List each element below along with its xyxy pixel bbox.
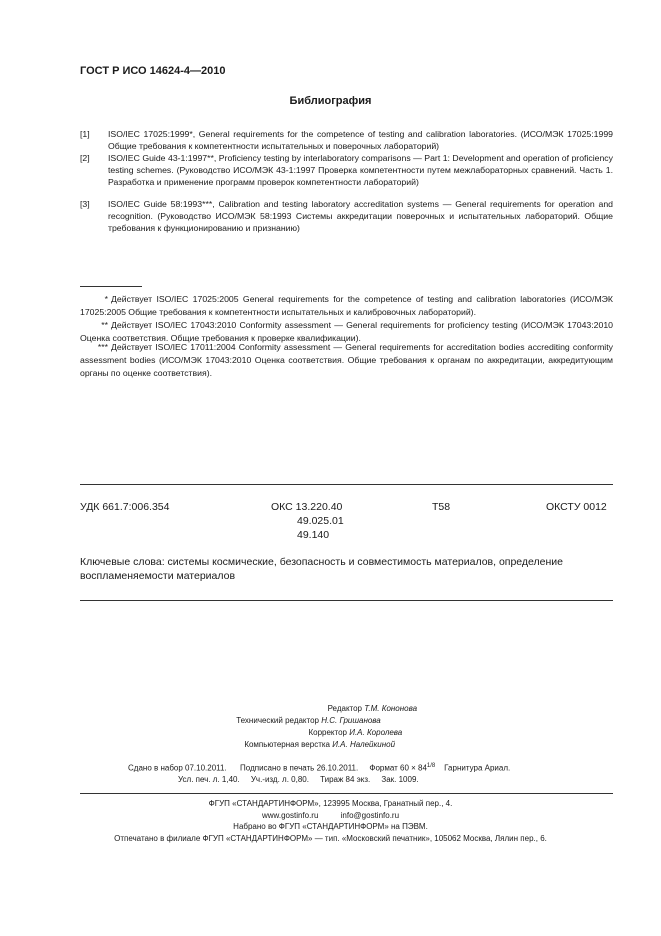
print-info-row-1 [128,760,510,775]
signed-date: Подписано в печать 26.10.2011. [240,763,359,773]
print-info-row-2 [178,774,419,786]
footnote-text: Действует ISO/IEC 17011:2004 Conformity assessment — General requirements for accreditation bodies accrediting conformity assessment bodies (ИСО/МЭК 17043:2010 Оценка соответствия. Общие требования к органам по аккредитации, аккредитующим органы по оценке соответствия). [80,342,613,378]
publisher-line: Набрано во ФГУП «СТАНДАРТИНФОРМ» на ПЭВМ. [233,822,428,831]
entry-number: [1] [80,129,90,139]
order-number: Зак. 1009. [381,775,419,784]
bibliography-entry [80,153,613,188]
t-code: Т58 [432,501,451,513]
print-run: Тираж 84 экз. [320,775,371,784]
document-code: ГОСТ Р ИСО 14624-4—2010 [80,65,226,77]
divider-publisher [80,793,613,794]
format-fraction: 1/8 [426,763,436,769]
entry-number: [2] [80,153,90,163]
publisher-line: Отпечатано в филиале ФГУП «СТАНДАРТИНФОРМ» — тип. «Московский печатник», 105062 Москва, Лялин пер., 6. [114,833,547,843]
usl-sheets: Усл. печ. л. 1,40. [178,775,240,784]
footnote-text: Действует ISO/IEC 17043:2010 Conformity assessment — General requirements for proficiency testing (ИСО/МЭК 17043:2010 Оценка соответствия. Общие требования к проверке квалификации). [80,320,613,343]
oks-code: ОКС 13.220.40 [271,501,343,513]
oks-code: 49.025.01 [297,515,344,527]
publisher-line: ФГУП «СТАНДАРТИНФОРМ», 123995 Москва, Гранатный пер., 4. [208,799,453,808]
credit-label: Редактор [327,704,362,713]
credit-value: И.А. Налейкиной [332,740,396,749]
credit-value: Н.С. Гришанова [321,716,381,725]
entry-text: ISO/IEC Guide 43-1:1997**, Proficiency testing by interlaboratory comparisons — Part 1: Development and operation of proficiency testing schemes. (Руководство ИСО/МЭК 43-1:1997 Проверка компетентности путем межлабораторных сравнений. Часть 1. Разработка и применение программ проверок компетентности лабораторий) [108,153,613,187]
credit-value: И.А. Королева [349,728,403,737]
submitted-date: Сдано в набор 07.10.2011. [128,763,227,773]
format: Формат 60 × 84 [369,763,427,773]
oks-code: 49.140 [297,529,330,541]
credit-label: Технический редактор [236,716,319,725]
entry-text: ISO/IEC 17025:1999*, General requirements for the competence of testing and calibration laboratories. (ИСО/МЭК 17025:1999 Общие требования к компетентности испытательных и поверочных лабораторий) [108,129,613,151]
credits [180,703,480,751]
footnote-text: Действует ISO/IEC 17025:2005 General requirements for the competence of testing and calibration laboratories (ИСО/МЭК 17025:2005 Общие требования к компетентности испытательных и калибровочных лабораторий). [80,294,613,317]
footnote-mark: * [104,294,108,304]
okstu-code: ОКСТУ 0012 [546,501,607,513]
bibliography-title: Библиография [289,95,372,107]
udk-code: УДК 661.7:006.354 [80,501,170,513]
footnote-mark: ** [101,320,108,330]
keywords: Ключевые слова: системы космические, безопасность и совместимость материалов, определение воспламеняемости материалов [80,556,564,582]
footnote [80,341,613,380]
publisher-line: www.gostinfo.ru info@gostinfo.ru [261,810,400,820]
publisher-info [0,798,661,844]
credit-row [180,727,480,739]
entry-number: [3] [80,199,90,209]
credit-row [180,739,480,751]
entry-text: ISO/IEC Guide 58:1993***, Calibration and testing laboratory accreditation systems — General requirements for operation and recognition. (Руководство ИСО/МЭК 58:1993 Системы аккредитации поверочных и испытательных лабораторий. Общие требования к функционированию и признанию) [108,199,613,233]
credit-row [180,703,480,715]
bibliography-entry [80,129,613,153]
bibliography-entry [80,199,613,234]
font-name: Гарнитура Ариал. [444,763,511,773]
divider-top [80,484,613,485]
footnote-mark: *** [97,342,108,352]
credit-label: Корректор [308,728,347,737]
uch-sheets: Уч.-изд. л. 0,80. [250,775,309,784]
footnote [80,293,613,319]
credit-label: Компьютерная верстка [244,740,330,749]
credit-value: Т.М. Кононова [364,704,418,713]
footnote-separator [80,286,142,287]
divider-bottom [80,600,613,601]
credit-row [180,715,480,727]
